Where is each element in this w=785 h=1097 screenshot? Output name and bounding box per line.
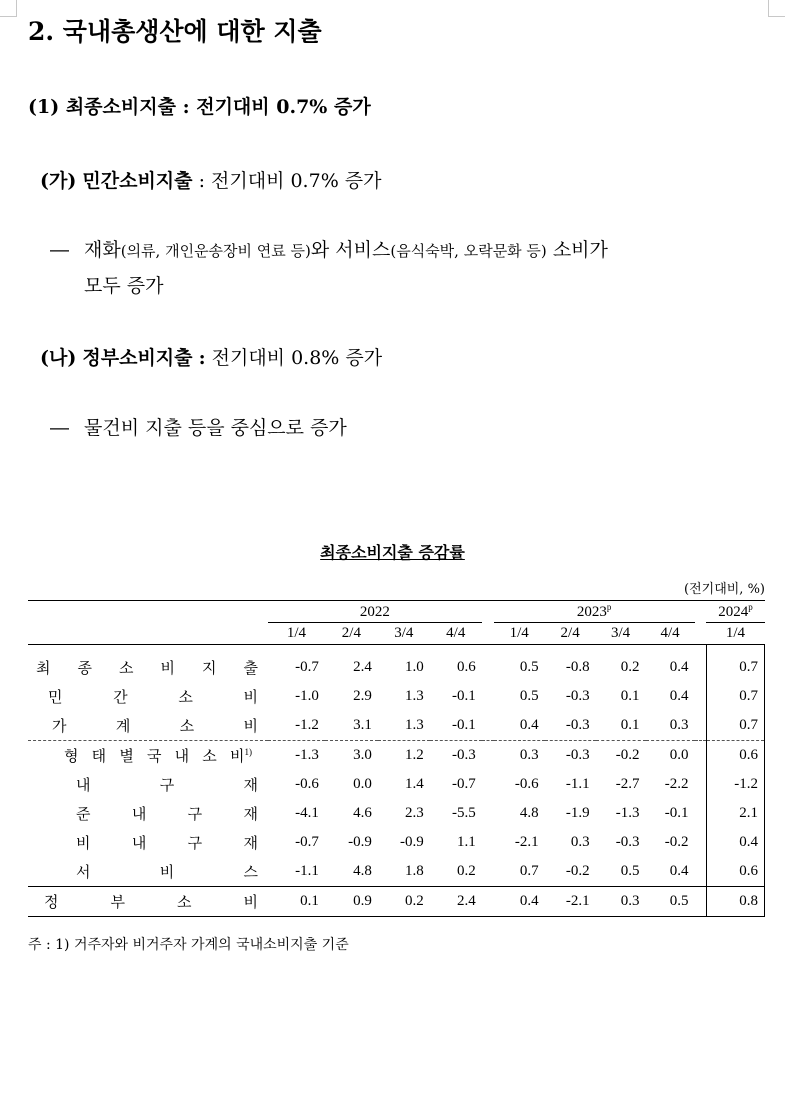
row-label-text: 최 종 소 비 지 출 <box>36 661 258 677</box>
table-row <box>28 682 765 711</box>
table-cell: -0.2 <box>545 857 596 887</box>
table-cell: 0.6 <box>706 741 764 771</box>
table-cell: 0.6 <box>706 857 764 887</box>
bullet-paren1: (의류, 개인운송장비 연료 등) <box>120 242 311 260</box>
table-cell: 0.7 <box>706 645 764 683</box>
subsection-text: 전기대비 0.7% 증가 <box>211 170 382 192</box>
table-cell: 0.7 <box>706 711 764 741</box>
bullet-text-part2: 와 서비스 <box>310 239 391 261</box>
table-cell: 0.6 <box>456 659 476 675</box>
table-cell: -0.7 <box>451 776 476 792</box>
row-label-text: 내 구 재 <box>76 778 258 794</box>
table-cell: -1.2 <box>706 770 764 799</box>
table-cell: 1.0 <box>405 659 424 675</box>
table-cell: -0.3 <box>565 688 590 704</box>
quarter-header: 1/4 <box>268 623 325 645</box>
table-cell: 1.8 <box>378 857 430 887</box>
subsection-number: (나) <box>40 347 77 369</box>
table-cell: -1.9 <box>565 805 590 821</box>
table-cell: -1.0 <box>295 688 319 704</box>
subsection-number: (1) <box>28 96 60 118</box>
table-cell: 0.8 <box>706 887 764 917</box>
row-label-text: 민 간 소 비 <box>48 690 258 706</box>
table-cell: -5.5 <box>451 805 476 821</box>
row-label-text: 가 계 소 비 <box>52 719 258 735</box>
table-cell: -2.2 <box>664 776 689 792</box>
table-cell: 1.4 <box>405 776 424 792</box>
table-cell: -1.3 <box>615 805 640 821</box>
subsection-label: 정부소비지출 <box>82 347 193 369</box>
table-cell: 0.3 <box>596 887 646 917</box>
page-corner-mark-left <box>0 0 17 17</box>
table-cell: 2.4 <box>430 887 482 917</box>
table-cell: 0.4 <box>706 828 764 857</box>
table-cell: 1.2 <box>405 747 424 763</box>
table-cell: 1.3 <box>378 711 430 741</box>
table-cell: 2.1 <box>706 799 764 828</box>
table-cell: 0.2 <box>620 659 640 675</box>
subsection-text: 전기대비 0.8% 증가 <box>211 347 383 369</box>
bullet-private-consumption-line2: 모두 증가 <box>84 275 164 297</box>
quarter-header: 2/4 <box>545 623 596 645</box>
row-label <box>28 887 268 917</box>
table-cell: 0.5 <box>519 688 539 704</box>
table-cell: 2.9 <box>353 688 372 704</box>
row-label <box>28 857 268 887</box>
bullet-text: 물건비 지출 등을 중심으로 증가 <box>84 417 347 439</box>
table-cell: -0.1 <box>664 805 689 821</box>
table-cell: 0.0 <box>353 776 372 792</box>
bullet-government-consumption <box>50 413 347 440</box>
quarter-header: 4/4 <box>430 623 482 645</box>
row-label <box>28 682 268 711</box>
table-row <box>28 645 765 683</box>
table-cell: -0.3 <box>451 747 476 763</box>
subsection-colon: : <box>198 170 205 192</box>
row-label-text: 비 내 구 재 <box>76 836 258 852</box>
table-cell: -0.7 <box>295 659 319 675</box>
row-label-text: 서 비 스 <box>76 865 258 881</box>
table-cell: 0.5 <box>519 659 539 675</box>
table-cell: 4.6 <box>353 805 372 821</box>
table-cell: 4.8 <box>519 805 539 821</box>
subsection-colon: : <box>198 347 206 369</box>
table-cell: -1.1 <box>565 776 590 792</box>
table-cell: -1.2 <box>268 711 325 741</box>
table-cell: -0.8 <box>565 659 590 675</box>
table-cell: -0.2 <box>664 834 689 850</box>
table-cell: 0.7 <box>494 857 545 887</box>
row-label <box>28 741 268 771</box>
table-cell: -0.3 <box>565 747 590 763</box>
row-label-text: 형 태 별 국 내 소 비$^{1)}$ <box>64 747 252 765</box>
bullet-text-part3: 소비가 <box>546 239 608 261</box>
table-cell: 0.9 <box>325 887 378 917</box>
table-cell: 0.5 <box>646 887 695 917</box>
table-cell: -4.1 <box>295 805 319 821</box>
quarter-header: 3/4 <box>378 623 430 645</box>
row-label-text: 준 내 구 재 <box>76 807 258 823</box>
table-title: 최종소비지출 증감률 <box>320 543 465 562</box>
subsection-final-consumption <box>28 92 371 119</box>
table-cell: -1.1 <box>268 857 325 887</box>
table-cell: 0.1 <box>620 688 640 704</box>
subsection-text: 전기대비 0.7% 증가 <box>196 96 371 118</box>
table-row <box>28 828 765 857</box>
subsection-label: 민간소비지출 <box>82 170 193 192</box>
table-cell: -0.9 <box>400 834 424 850</box>
table-cell: -1.3 <box>295 747 319 763</box>
table-cell: 0.4 <box>494 711 545 741</box>
table-cell: 0.3 <box>570 834 590 850</box>
year-header: 2022 <box>268 601 482 623</box>
row-label-text: 정 부 소 비 <box>44 895 258 911</box>
subsection-label: 최종소비지출 <box>65 96 176 118</box>
table-cell: -0.1 <box>451 688 476 704</box>
table-cell: -0.9 <box>348 834 372 850</box>
table-cell: 0.3 <box>519 747 539 763</box>
footnote-marker: 1) <box>244 747 252 757</box>
subsection-government-consumption <box>40 343 382 370</box>
table-cell: -0.3 <box>615 834 640 850</box>
table-cell: 0.4 <box>494 887 545 917</box>
table-cell: 0.1 <box>596 711 646 741</box>
row-label <box>28 828 268 857</box>
table-cell: 1.1 <box>456 834 476 850</box>
table-cell: 1.3 <box>405 688 424 704</box>
table-cell: 0.2 <box>430 857 482 887</box>
table-row <box>28 799 765 828</box>
quarter-header: 3/4 <box>596 623 646 645</box>
bullet-dash: ― <box>50 417 69 439</box>
consumption-growth-table <box>28 600 765 917</box>
table-row <box>28 887 765 917</box>
table-cell: -2.1 <box>545 887 596 917</box>
table-header-years <box>28 601 765 623</box>
table-cell: -0.1 <box>430 711 482 741</box>
bullet-text-part1: 재화 <box>84 239 121 261</box>
table-cell: -2.7 <box>615 776 640 792</box>
quarter-header: 1/4 <box>706 623 764 645</box>
table-cell: 0.4 <box>669 659 689 675</box>
table-cell: 0.5 <box>596 857 646 887</box>
table-cell: -0.6 <box>514 776 539 792</box>
table-cell: -0.6 <box>295 776 319 792</box>
table-row <box>28 741 765 771</box>
bullet-dash: ― <box>50 239 69 261</box>
table-header-quarters <box>28 623 765 645</box>
table-unit: (전기대비, %) <box>684 582 765 597</box>
table-cell: 0.4 <box>669 688 689 704</box>
year-header: 2024$^p$ <box>706 601 764 623</box>
quarter-header: 4/4 <box>646 623 695 645</box>
row-label <box>28 711 268 741</box>
table-cell: -2.1 <box>514 834 539 850</box>
table-cell: 0.2 <box>378 887 430 917</box>
quarter-header: 2/4 <box>325 623 378 645</box>
section-title: 2. 국내총생산에 대한 지출 <box>28 17 322 46</box>
page-corner-mark-right <box>768 0 785 17</box>
table-cell: 3.0 <box>353 747 372 763</box>
table-row <box>28 711 765 741</box>
subsection-private-consumption <box>40 166 382 193</box>
row-label <box>28 645 268 683</box>
bullet-private-consumption <box>50 235 608 262</box>
table-row <box>28 857 765 887</box>
row-label <box>28 799 268 828</box>
table-cell: 0.7 <box>706 682 764 711</box>
year-header: 2023$^p$ <box>494 601 695 623</box>
table-cell: -0.2 <box>615 747 640 763</box>
table-cell: 0.3 <box>646 711 695 741</box>
subsection-number: (가) <box>40 170 77 192</box>
table-cell: 3.1 <box>325 711 378 741</box>
table-footnote: 주 : 1) 거주자와 비거주자 가계의 국내소비지출 기준 <box>28 937 349 953</box>
table-cell: -0.3 <box>545 711 596 741</box>
table-cell: 2.4 <box>353 659 372 675</box>
bullet-paren2: (음식숙박, 오락문화 등) <box>390 242 547 260</box>
quarter-header: 1/4 <box>494 623 545 645</box>
table-cell: 4.8 <box>325 857 378 887</box>
table-row <box>28 770 765 799</box>
table-cell: 2.3 <box>405 805 424 821</box>
row-label <box>28 770 268 799</box>
table-cell: 0.4 <box>646 857 695 887</box>
subsection-colon: : <box>182 96 190 118</box>
table-cell: 0.1 <box>268 887 325 917</box>
table-cell: -0.7 <box>295 834 319 850</box>
table-cell: 0.0 <box>669 747 689 763</box>
